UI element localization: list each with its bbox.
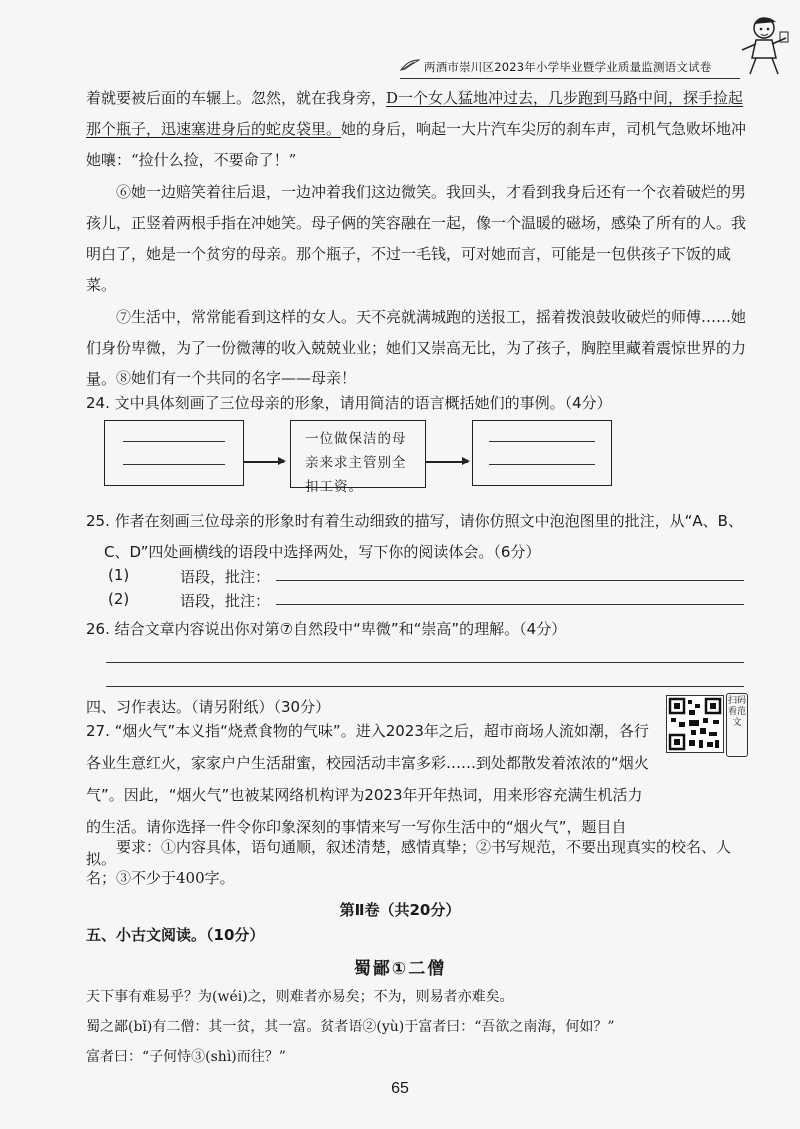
question-27: 27. “烟火气”本义指“烧煮食物的气味”。进入2023年之后，超市商场人流如潮，各行各业生意红火，家家户户生活甜蜜，校园活动丰富多彩……到处都散发着浓浓的“烟火气”。因此，“烟火气”也被某网络机构评为2023年开年热词，用来形容充满生机活力的生活。请你选择一件令你印象深刻的事情来写一写你生活中的“烟火气”，题目自拟。 <box>86 722 649 868</box>
answer-box-right[interactable] <box>472 420 612 486</box>
q26-answer-line-2[interactable] <box>106 686 744 687</box>
qr-code-icon <box>667 696 723 752</box>
requirements-label: 要求： <box>116 838 162 856</box>
classical-line-2: 蜀之鄙(bǐ)有二僧：其一贫，其一富。贫者语②(yù)于富者曰：“吾欲之南海，何如？” <box>86 1019 615 1035</box>
header-title: 两酒市崇川区2023年小学毕业暨学业质量监测语文试卷 <box>424 60 712 74</box>
q25-line-1-number: (1) <box>108 566 130 584</box>
answer-box-middle <box>290 420 426 495</box>
q26-answer-line-1[interactable] <box>106 662 744 663</box>
answer-box-left[interactable] <box>104 420 244 486</box>
classical-line-1: 天下事有难易乎？为(wéi)之，则难者亦易矣；不为，则易者亦难矣。 <box>86 989 514 1005</box>
mascot-illustration-icon <box>736 12 790 78</box>
passage-paragraph-6: ⑥她一边赔笑着往后退，一边冲着我们这边微笑。我回头，才看到我身后还有一个衣着破烂的男孩儿，正竖着两根手指在冲她笑。母子俩的笑容融在一起，像一个温暖的磁场，感染了所有的人。我明白了，她是一个贫穷的母亲。那个瓶子，不过一毛钱，可对她而言，可能是一包供孩子下饭的咸菜。 <box>86 183 747 294</box>
q25-answer-line-1[interactable] <box>276 580 744 581</box>
question-26: 26. 结合文章内容说出你对第⑦自然段中“卑微”和“崇高”的理解。（4分） <box>86 620 567 638</box>
passage-paragraph-continuation <box>86 83 756 176</box>
passage-text: 她的身后，响起一大片汽车尖厉的刹车声，司机气急败坏地冲她嚷：“捡什么捡，不要命了！” <box>86 120 747 169</box>
quill-icon <box>400 58 420 72</box>
page-header <box>400 56 740 82</box>
question-24: 24. 文中具体刻画了三位母亲的形象，请用简洁的语言概括她们的事例。（4分） <box>86 394 612 412</box>
arrow-right <box>244 461 284 463</box>
q25-line-2-number: (2) <box>108 590 130 608</box>
header-rule <box>400 78 740 79</box>
question-25: 25. 作者在刻画三位母亲的形象时有着生动细致的描写，请你仿照文中泡泡图里的批注，从“A、B、C、D”四处画横线的语段中选择两处，写下你的阅读体会。（6分） <box>86 512 743 561</box>
section-5-title: 五、小古文阅读。（10分） <box>86 926 265 944</box>
q25-line-1-label: 语段，批注： <box>180 568 271 586</box>
passage-text: 着就要被后面的车辗上。忽然，就在我身旁， <box>86 89 387 107</box>
passage-paragraph-8: ⑧她们有一个共同的名字——母亲！ <box>116 369 357 387</box>
underlined-segment-d: D一个女人猛地冲过去，几步跑到马路中间，探手捡起那个瓶子，迅速塞进身后的蛇皮袋里。 <box>86 89 744 138</box>
requirements-text: ①内容具体，语句通顺，叙述清楚，感情真挚；②书写规范，不要出现真实的校名、人名；③不少于400字。 <box>86 838 732 887</box>
classical-text-title: 蜀鄙①二僧 <box>353 959 447 979</box>
handwritten-answer: 一位做保洁的母亲来求主管别全扣工资。 <box>305 431 407 495</box>
page-number: 65 <box>391 1080 409 1097</box>
classical-line-3: 富者曰：“子何恃③(shì)而往？” <box>86 1049 286 1065</box>
arrow-right <box>426 461 468 463</box>
q27-requirements <box>86 832 756 894</box>
part-2-title: 第Ⅱ卷（共20分） <box>339 901 461 919</box>
qr-code[interactable] <box>666 695 724 753</box>
section-4-title: 四、习作表达。（请另附纸）（30分） <box>86 698 331 716</box>
passage-paragraph-7: ⑦生活中，常常能看到这样的女人。天不亮就满城跑的送报工，摇着拨浪鼓收破烂的师傅……她们身份卑微，为了一份微薄的收入兢兢业业；她们又崇高无比，为了孩子，胸腔里藏着震惊世界的力量。 <box>86 308 747 388</box>
q25-answer-line-2[interactable] <box>276 604 744 605</box>
qr-caption: 扫码看范文 <box>726 693 748 757</box>
q25-line-2-label: 语段，批注： <box>180 592 271 610</box>
